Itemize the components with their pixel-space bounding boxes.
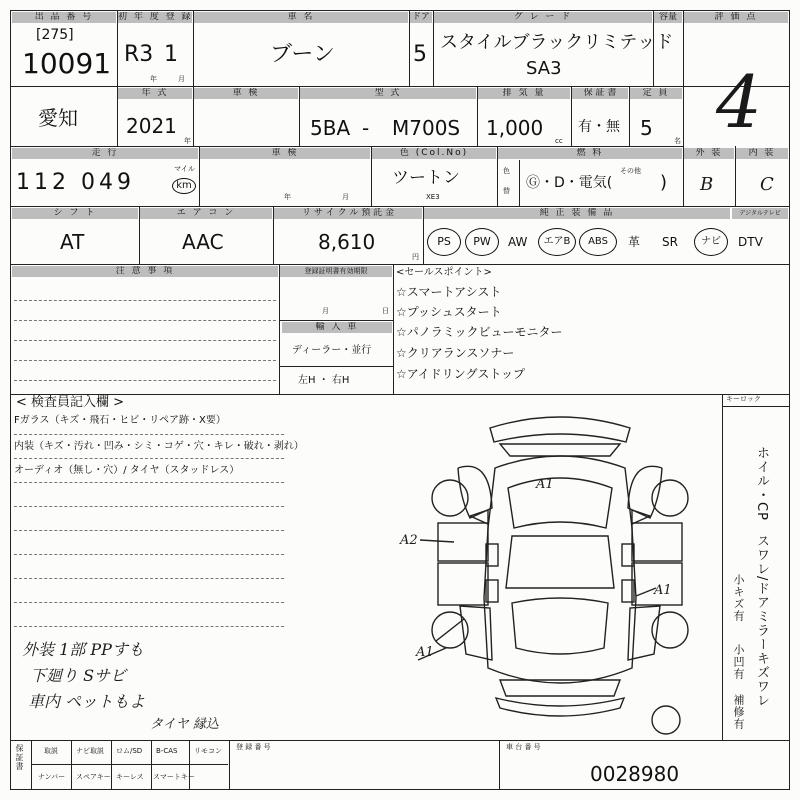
sales-point: ☆プッシュスタート — [396, 305, 502, 319]
divider — [280, 320, 394, 321]
inspector-line: オーディオ（無し・穴）/ タイヤ（スタッドレス） — [14, 465, 240, 476]
note-line — [14, 340, 276, 341]
divider — [229, 740, 230, 790]
equip-sr: SR — [662, 235, 678, 249]
inspector-rule — [14, 434, 284, 435]
chassis-label: 車 台 番 号 — [506, 743, 541, 751]
first-reg-header: 初 年 度 登 録 — [118, 12, 192, 22]
aircon-header: エ ア コ ン — [140, 208, 272, 219]
divider — [31, 740, 32, 790]
sales-point: ☆スマートアシスト — [396, 285, 502, 299]
divider — [735, 146, 736, 206]
divider — [433, 10, 434, 86]
footer-item: ナンバー — [38, 773, 66, 781]
model-dash: - — [362, 116, 370, 140]
equip-navi: ナビ — [694, 228, 728, 256]
divider — [117, 10, 118, 86]
divider — [71, 740, 72, 790]
shift-header: シ フ ト — [12, 208, 138, 219]
footer-item: キーレス — [116, 773, 144, 781]
reg-day: 日 — [382, 307, 389, 315]
divider — [722, 406, 790, 407]
color-change-2: 替 — [503, 187, 510, 195]
warranty-value: 有・無 — [578, 119, 620, 135]
footer-left-label: 保証書 — [15, 744, 24, 771]
divider — [477, 86, 478, 146]
footer-item: ナビ取説 — [76, 747, 104, 755]
divider — [279, 264, 280, 394]
divider — [497, 146, 498, 206]
import-dealer: ディーラー・並行 — [292, 345, 372, 356]
exp-year-unit: 年 — [284, 193, 291, 201]
sales-points-header: <セールスポイント> — [396, 267, 492, 278]
row1-bottom-line — [10, 86, 790, 87]
lot-header: 出 品 番 号 — [12, 12, 116, 23]
footer-item: スペアキー — [76, 773, 111, 781]
inspector-rule — [14, 458, 284, 459]
model-code: M700S — [392, 116, 461, 140]
inspector-rule — [14, 554, 284, 555]
aircon-value: AAC — [182, 230, 224, 254]
equipment-header: 純 正 装 備 品 — [424, 208, 730, 219]
side-note-3: 小キズ有 — [732, 574, 745, 622]
sales-point: ☆アイドリングストップ — [396, 367, 525, 381]
note-line — [14, 320, 276, 321]
key-lock-label: キーロック — [726, 395, 761, 403]
mileage-unit-km: km — [172, 178, 196, 194]
damage-mark: A1 — [654, 583, 672, 598]
mileage-digit: 0 — [81, 170, 99, 195]
seating-header: 定 員 — [630, 88, 682, 99]
inspector-rule — [14, 530, 284, 531]
divider — [189, 740, 190, 790]
divider — [199, 146, 200, 206]
divider — [151, 740, 152, 790]
note-line — [14, 360, 276, 361]
interior-header: 内 装 — [736, 148, 788, 159]
note-line — [14, 380, 276, 381]
damage-mark: A1 — [536, 477, 554, 492]
mileage-value — [16, 172, 135, 194]
fuel-header: 燃 料 — [498, 148, 682, 159]
inspector-line: 内装（キズ・汚れ・凹み・シミ・コゲ・穴・キレ・破れ・剥れ） — [14, 441, 304, 452]
equip-ps: PS — [427, 228, 461, 256]
exp-month-unit: 月 — [342, 193, 349, 201]
divider — [280, 366, 394, 367]
grade-line1: スタイルブラックリミテッド — [440, 32, 674, 53]
import-header: 輸 入 車 — [282, 322, 392, 333]
footer-item: リモコン — [194, 747, 222, 755]
color-change-1: 色 — [503, 167, 510, 175]
exterior-value: B — [700, 174, 714, 195]
model-year-value: 2021 — [126, 114, 177, 138]
year-unit: 年 — [150, 75, 157, 83]
seating-unit: 名 — [674, 137, 681, 145]
month-unit: 月 — [178, 75, 185, 83]
divider — [299, 86, 300, 146]
cc-unit: cc — [555, 137, 563, 145]
note-line — [14, 300, 276, 301]
side-note-1: ホイル・CP — [754, 446, 769, 521]
sales-point: ☆クリアランスソナー — [396, 346, 515, 360]
inspector-rule — [14, 482, 284, 483]
equip-leather: 革 — [628, 235, 641, 249]
interior-value: C — [760, 174, 774, 195]
divider — [683, 146, 684, 206]
footer-top-line — [10, 740, 790, 741]
reg-number-label: 登 録 番 号 — [236, 743, 271, 751]
row5-bottom-line — [10, 394, 790, 395]
row3-bottom-line — [10, 206, 790, 207]
equip-aw: AW — [508, 235, 528, 249]
mileage-digit: 2 — [52, 170, 70, 195]
inspector-rule — [14, 506, 284, 507]
inspector-rule — [14, 578, 284, 579]
first-reg-era: R3 — [124, 42, 154, 67]
capacity-header: 容量 — [654, 12, 682, 23]
side-note-5: 補修有 — [732, 694, 745, 730]
rating-value: 4 — [716, 60, 762, 144]
rating-header: 評 価 点 — [684, 12, 788, 23]
divider — [571, 86, 572, 146]
divider — [722, 394, 723, 740]
model-year-header: 年 式 — [118, 88, 192, 99]
divider — [193, 10, 194, 86]
warranty-header: 保 証 書 — [572, 88, 628, 99]
mileage-digit: 1 — [34, 170, 52, 195]
divider — [683, 10, 684, 146]
model-type-header: 型 式 — [300, 88, 476, 99]
chassis-number: 0028980 — [590, 762, 680, 786]
divider — [371, 146, 372, 206]
grade-header: グ レ ー ド — [434, 12, 652, 23]
divider — [273, 206, 274, 264]
inspector-rule — [14, 602, 284, 603]
mileage-digit: 9 — [117, 170, 135, 195]
color-value: ツートン — [392, 168, 460, 188]
exp-header: 車 検 — [194, 88, 298, 99]
handwritten-note: 外装 1部 PPすも — [22, 640, 144, 659]
footer-item: 取説 — [44, 747, 58, 755]
mileage-digit: 1 — [16, 170, 34, 195]
inspector-header: < 検査員記入欄 > — [16, 395, 125, 410]
reg-expiry-header: 登録証明書有効期限 — [280, 266, 392, 277]
divider — [393, 264, 394, 394]
divider — [519, 160, 520, 206]
footer-item: B-CAS — [156, 747, 178, 755]
sales-point: ☆パノラミックビューモニター — [396, 325, 563, 339]
displacement-value: 1,000 — [486, 116, 544, 140]
recycle-unit: 円 — [412, 253, 419, 261]
exp-header-2: 車 検 — [200, 148, 370, 159]
handwritten-note: タイヤ 縁込 — [150, 717, 219, 732]
footer-item: ロム/SD — [116, 747, 143, 755]
color-header: 色 (Col.No) — [372, 148, 496, 159]
divider — [139, 206, 140, 264]
divider — [409, 10, 410, 86]
row4-bottom-line — [10, 264, 790, 265]
handwritten-note: 車内 ペットもよ — [28, 692, 146, 711]
seating-value: 5 — [640, 116, 653, 140]
divider — [423, 206, 424, 264]
divider — [499, 740, 500, 790]
equip-pw: PW — [465, 228, 499, 256]
notes-header: 注 意 事 項 — [12, 266, 278, 277]
region-value: 愛知 — [38, 106, 78, 130]
divider — [193, 86, 194, 146]
mileage-digit: 4 — [99, 170, 117, 195]
handwritten-note: 下廻り Sサビ — [30, 666, 127, 685]
fuel-options: Ⓖ・D・電気( — [526, 175, 613, 191]
recycle-header: リ サ イ ク ル 預 託 金 — [274, 208, 422, 219]
equip-abs: ABS — [579, 228, 617, 256]
digital-tv-header: デジタルテレビ — [732, 208, 788, 219]
side-note-2: スワレ/ドアミラーキズワレ — [754, 534, 769, 708]
inspector-rule — [14, 626, 284, 627]
mileage-header: 走 行 — [12, 148, 198, 159]
divider — [32, 764, 228, 765]
divider — [111, 740, 112, 790]
car-name: ブーン — [270, 42, 335, 67]
model-prefix: 5BA — [310, 116, 351, 140]
fuel-close: ) — [660, 172, 668, 193]
inspector-line: Fガラス（キズ・飛石・ヒビ・リペア跡・X要） — [14, 415, 226, 426]
row2-bottom-line — [10, 146, 684, 147]
handle-side: 左H ・ 右H — [298, 375, 350, 386]
reg-month: 月 — [322, 307, 329, 315]
car-diagram — [400, 398, 720, 738]
damage-mark: A1 — [416, 645, 434, 660]
shift-value: AT — [60, 230, 85, 254]
divider — [629, 86, 630, 146]
doors-value: 5 — [413, 42, 427, 67]
car-name-header: 車 名 — [194, 12, 408, 23]
footer-item: スマートキー — [153, 773, 195, 781]
displacement-header: 排 気 量 — [478, 88, 570, 99]
recycle-value: 8,610 — [318, 230, 376, 254]
model-year-unit: 年 — [184, 137, 191, 145]
doors-header: ドア — [410, 12, 432, 23]
lot-bracket: [275] — [36, 27, 74, 43]
mileage-unit-top: マイル — [174, 165, 195, 173]
damage-mark: A2 — [400, 533, 418, 548]
equip-dtv: DTV — [738, 235, 763, 249]
exterior-header: 外 装 — [684, 148, 734, 159]
grade-line2: SA3 — [526, 58, 562, 79]
first-reg-month: 1 — [164, 42, 178, 67]
fuel-other: その他 — [620, 167, 641, 175]
divider — [117, 86, 118, 146]
equip-airbag: エアB — [538, 228, 576, 256]
lot-number: 10091 — [22, 47, 112, 80]
side-note-4: 小凹有 — [732, 644, 745, 680]
color-code: XE3 — [426, 193, 440, 201]
